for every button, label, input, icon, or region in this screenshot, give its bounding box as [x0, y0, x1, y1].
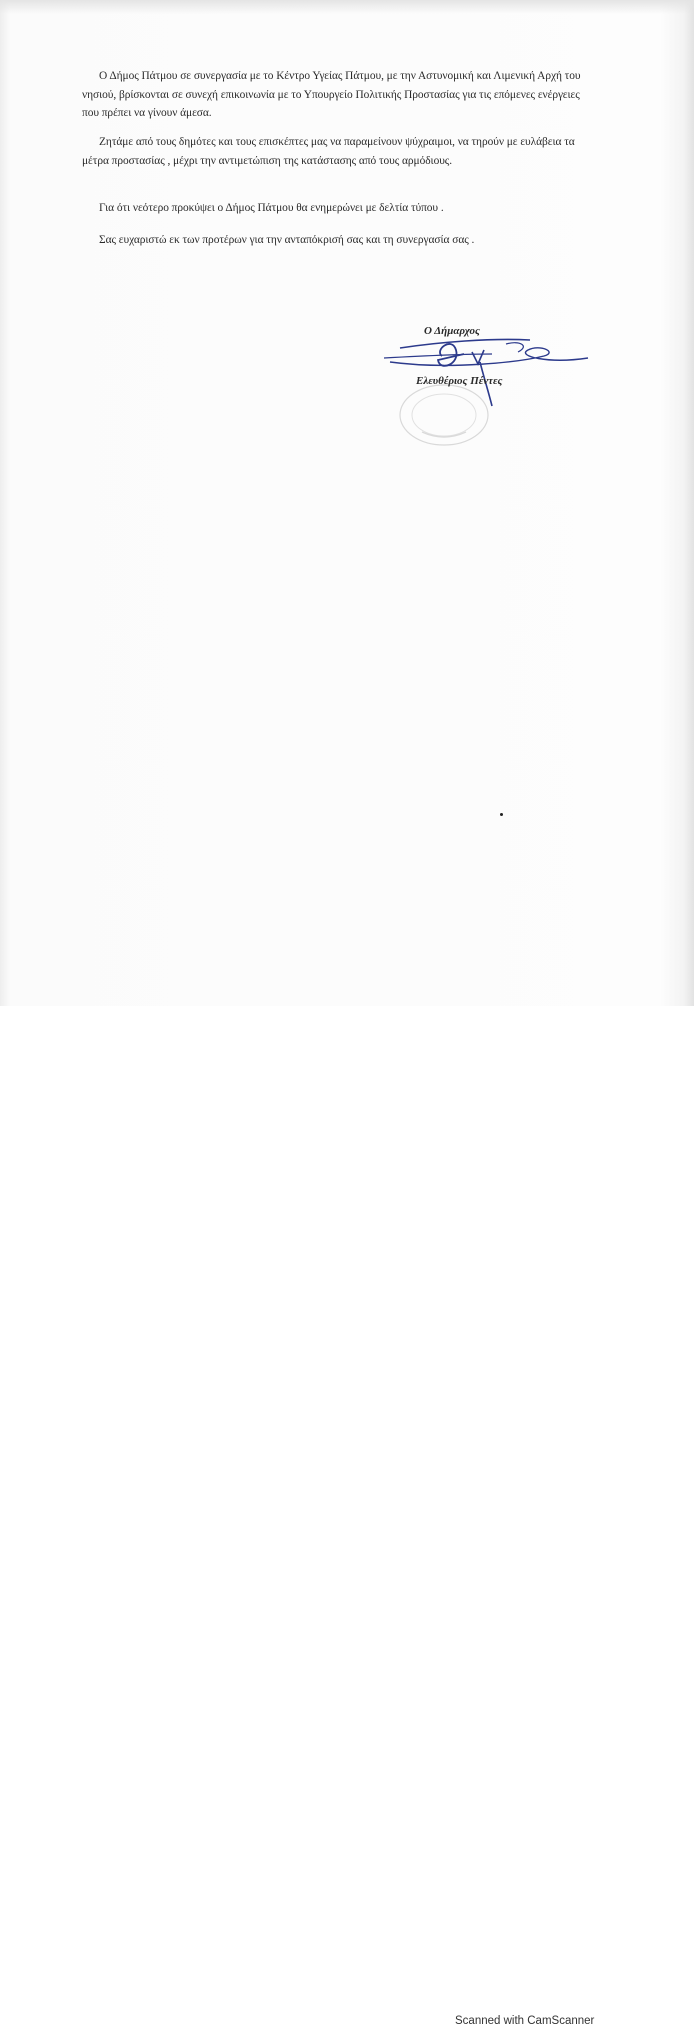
- paragraph-updates: Για ότι νεότερο προκύψει ο Δήμος Πάτμου θα ενημερώνει με δελτία τύπου .: [99, 202, 444, 214]
- paragraph-cooperation: Ο Δήμος Πάτμου σε συνεργασία με το Κέντρο Υγείας Πάτμου, με την Αστυνομική και Λιμενική Αρχή του νησιού, βρίσκονται σε συνεχή επικοινωνία με το Υπουργείο Πολιτικής Προστασίας για τις επόμενες ενέργειες που πρέπει να γίνουν άμεσα.: [82, 70, 581, 119]
- paragraph-thanks: Σας ευχαριστώ εκ των προτέρων για την ανταπόκρισή σας και τη συνεργασία σας .: [99, 234, 475, 246]
- ink-speck: [500, 813, 503, 816]
- handwritten-signature: [380, 328, 592, 414]
- mayor-name: Ελευθέριος Πέντες: [416, 375, 503, 387]
- letter-page: [0, 0, 694, 1006]
- paragraph-request: Ζητάμε από τους δημότες και τους επισκέπτες μας να παραμείνουν ψύχραιμοι, να τηρούν με ευλάβεια τα μέτρα προστασίας , μέχρι την αντιμετώπιση της κατάστασης από τους αρμόδιους.: [82, 136, 575, 167]
- camscanner-watermark: Scanned with CamScanner: [455, 2015, 595, 2027]
- scanner-footer: [0, 1006, 694, 2027]
- mayor-title: Ο Δήμαρχος: [424, 325, 480, 337]
- scan-shadow: [0, 0, 694, 14]
